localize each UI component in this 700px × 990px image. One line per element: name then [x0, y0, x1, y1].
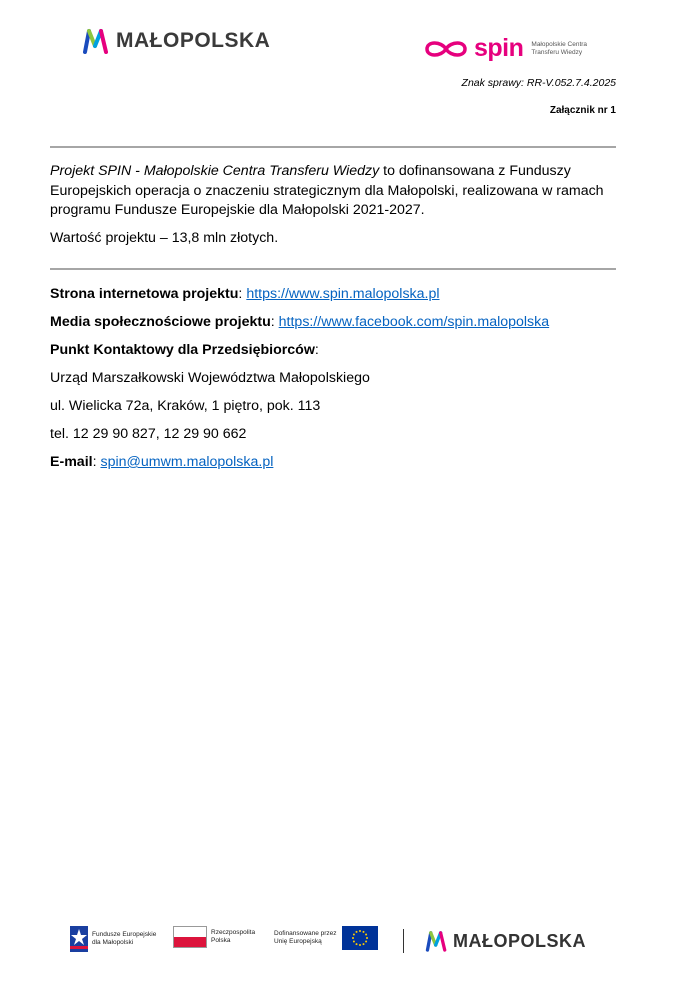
phone-numbers: tel. 12 29 90 827, 12 29 90 662: [50, 426, 247, 442]
eu-logo-text: Dofinansowane przez Unię Europejską: [274, 930, 337, 945]
eu-flag-icon: [342, 926, 378, 950]
office-address: ul. Wielicka 72a, Kraków, 1 piętro, pok. 113: [50, 398, 321, 414]
website-link[interactable]: https://www.spin.malopolska.pl: [246, 286, 440, 302]
social-media-line: Media społecznościowe projektu: https://www.facebook.com/spin.malopolska: [50, 314, 550, 330]
malopolska-logo-text: MAŁOPOLSKA: [116, 29, 271, 52]
spin-logo-text: spin: [474, 34, 524, 62]
footer-fe-logo: [70, 926, 156, 952]
footer-malopolska-text: MAŁOPOLSKA: [453, 930, 586, 951]
project-description-text: to dofinansowana z Funduszy Europejskich operacja o znaczeniu strategicznym dla Małopolski, realizowana w ramach programu Fundusze Europejskie dla Małopolski 2021-2027.: [50, 163, 604, 218]
infinity-icon: [422, 38, 470, 60]
office-name: Urząd Marszałkowski Województwa Małopolskiego: [50, 370, 370, 386]
contact-point-label: Punkt Kontaktowy dla Przedsiębiorców: [50, 342, 315, 358]
top-divider: [50, 146, 616, 148]
footer-malopolska-logo: [425, 930, 586, 952]
fe-logo-text: Fundusze Europejskie dla Małopolski: [92, 931, 157, 946]
project-value: Wartość projektu – 13,8 mln złotych.: [50, 230, 279, 246]
project-name: Projekt SPIN - Małopolskie Centra Transferu Wiedzy: [50, 163, 380, 179]
spin-logo: [422, 34, 587, 63]
attachment-number: Załącznik nr 1: [549, 105, 616, 116]
case-reference: Znak sprawy: RR-V.052.7.4.2025: [461, 77, 616, 89]
project-description: [50, 162, 616, 221]
malopolska-logo: [82, 28, 270, 54]
malopolska-m-icon: [82, 28, 110, 54]
email-link[interactable]: spin@umwm.malopolska.pl: [100, 454, 274, 470]
spin-logo-subtitle: Małopolskie Centra Transferu Wiedzy: [531, 40, 588, 56]
middle-divider: [50, 268, 616, 270]
polish-flag-icon: [173, 926, 207, 948]
website-line: Strona internetowa projektu: https://www.spin.malopolska.pl: [50, 286, 440, 302]
rp-logo-text: Rzeczpospolita Polska: [211, 929, 256, 944]
social-media-link[interactable]: https://www.facebook.com/spin.malopolska: [278, 314, 550, 330]
fe-star-icon: [70, 926, 88, 952]
footer-separator: [403, 929, 404, 953]
footer-eu-logo: [274, 926, 378, 950]
social-media-label: Media społecznościowe projektu: [50, 314, 271, 330]
email-line: E-mail: spin@umwm.malopolska.pl: [50, 454, 274, 470]
website-label: Strona internetowa projektu: [50, 286, 239, 302]
contact-point-line: Punkt Kontaktowy dla Przedsiębiorców:: [50, 342, 319, 358]
malopolska-m-icon: [425, 930, 448, 952]
footer-rp-logo: [173, 926, 255, 948]
email-label: E-mail: [50, 454, 93, 470]
